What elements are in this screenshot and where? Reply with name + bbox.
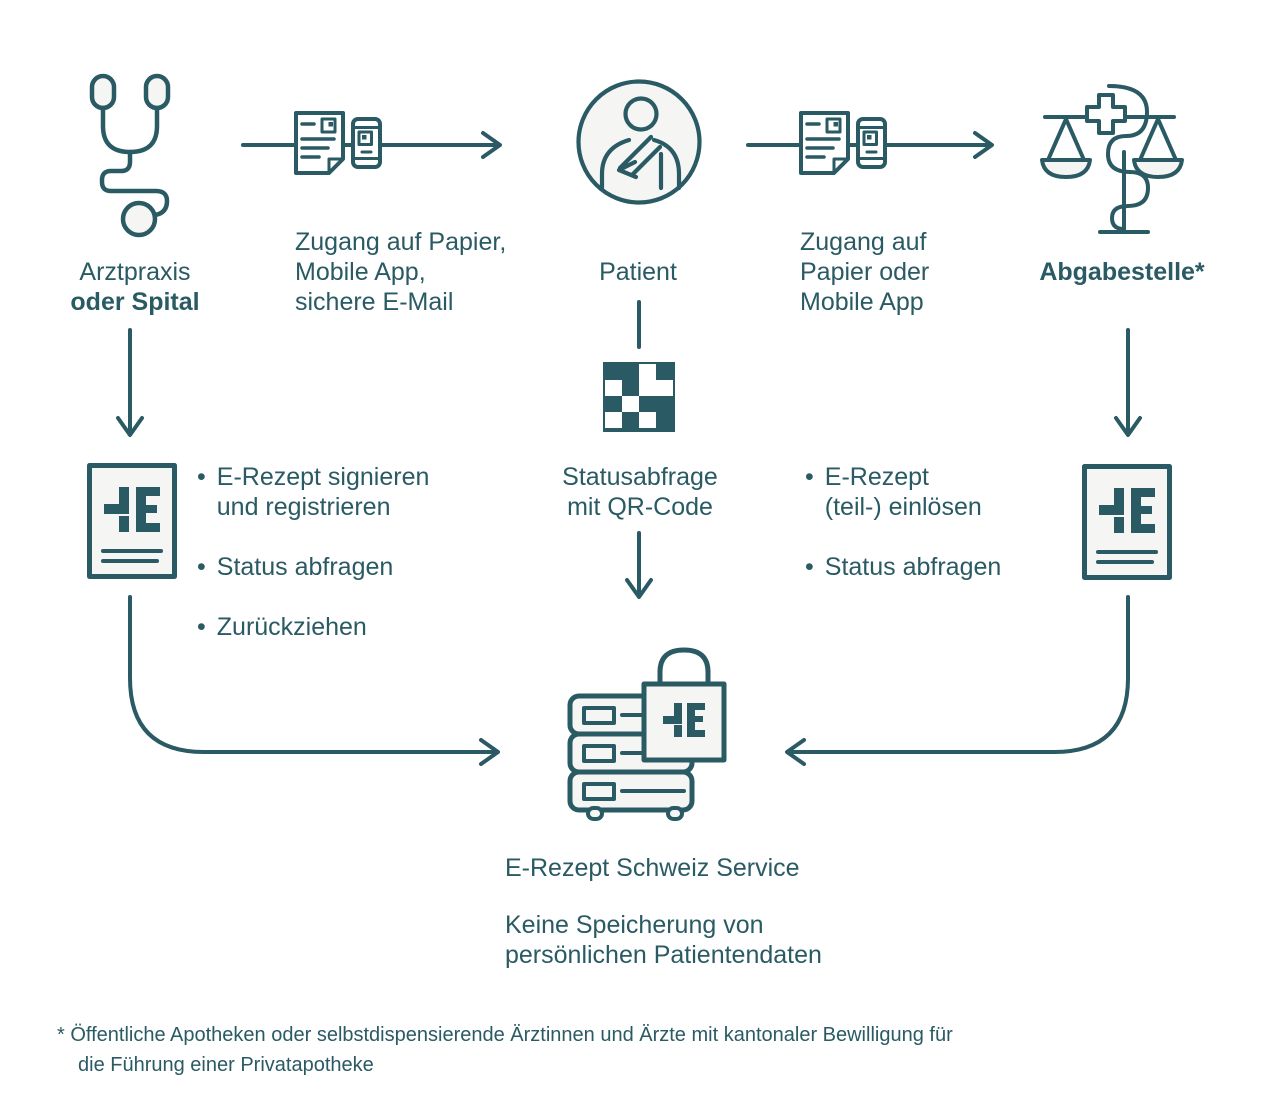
right-action2-text: Status abfragen bbox=[824, 553, 1002, 581]
qr-caption bbox=[540, 462, 740, 522]
server-with-lock-icon bbox=[560, 642, 735, 822]
e-rezept-document-icon bbox=[87, 463, 177, 579]
service-note-line2: persönlichen Patientendaten bbox=[505, 941, 822, 969]
arztpraxis-label bbox=[35, 257, 235, 317]
right-action1-line1: E-Rezept bbox=[824, 463, 929, 491]
right-action-item-1 bbox=[805, 462, 982, 522]
edge2-line3: Mobile App bbox=[800, 288, 924, 316]
qr-code-icon bbox=[603, 362, 675, 432]
left-action3-text: Zurückziehen bbox=[216, 613, 367, 641]
edge1-line3: sichere E-Mail bbox=[295, 288, 454, 316]
left-action-item-2 bbox=[197, 552, 393, 582]
qr-caption-line2: mit QR-Code bbox=[567, 493, 713, 521]
arztpraxis-line1: Arztpraxis bbox=[79, 258, 191, 286]
arrow-abgabestelle-to-erezept bbox=[1116, 330, 1140, 435]
footnote bbox=[57, 1020, 1207, 1080]
left-action1-line2: und registrieren bbox=[216, 493, 391, 521]
right-action1-line2: (teil-) einlösen bbox=[824, 493, 982, 521]
footnote-line1: * Öffentliche Apotheken oder selbstdispensierende Ärztinnen und Ärzte mit kantonaler Bewilligung für bbox=[57, 1024, 953, 1046]
service-note-line1: Keine Speicherung von bbox=[505, 911, 764, 939]
patient-label: Patient bbox=[599, 258, 677, 286]
bullet-glyph: • bbox=[805, 463, 814, 491]
left-action2-text: Status abfragen bbox=[216, 553, 394, 581]
edge1-line2: Mobile App, bbox=[295, 258, 426, 286]
edge1-line1: Zugang auf Papier, bbox=[295, 228, 507, 256]
bullet-glyph: • bbox=[805, 553, 814, 581]
arrow-arztpraxis-to-erezept bbox=[118, 330, 142, 435]
footnote-line2: die Führung einer Privatapotheke bbox=[78, 1054, 374, 1076]
left-action-item-1 bbox=[197, 462, 429, 522]
left-action1-line1: E-Rezept signieren bbox=[216, 463, 430, 491]
patient-arm-sling-icon bbox=[575, 78, 703, 206]
service-note bbox=[505, 910, 822, 970]
edge2-line2: Papier oder bbox=[800, 258, 930, 286]
bullet-glyph: • bbox=[197, 553, 206, 581]
arrow-erezept-right-to-service bbox=[787, 597, 1128, 764]
edge2-line1: Zugang auf bbox=[800, 228, 927, 256]
arztpraxis-line2: oder Spital bbox=[70, 288, 200, 316]
right-action-item-2 bbox=[805, 552, 1001, 582]
qr-caption-line1: Statusabfrage bbox=[562, 463, 718, 491]
bullet-glyph: • bbox=[197, 613, 206, 641]
bullet-glyph: • bbox=[197, 463, 206, 491]
pharmacy-scales-icon bbox=[1038, 80, 1208, 240]
stethoscope-icon bbox=[68, 72, 198, 242]
arrow-qr-to-service bbox=[627, 533, 651, 597]
left-action-item-3 bbox=[197, 612, 367, 642]
e-rezept-document-icon bbox=[1082, 464, 1172, 580]
paper-and-mobile-icon bbox=[293, 110, 389, 180]
edge-patient-to-dispenser-label bbox=[800, 227, 929, 317]
abgabestelle-label: Abgabestelle* bbox=[1039, 258, 1205, 286]
paper-and-mobile-icon bbox=[798, 110, 894, 180]
service-title: E-Rezept Schweiz Service bbox=[505, 854, 800, 882]
edge-doctor-to-patient-label bbox=[295, 227, 506, 317]
